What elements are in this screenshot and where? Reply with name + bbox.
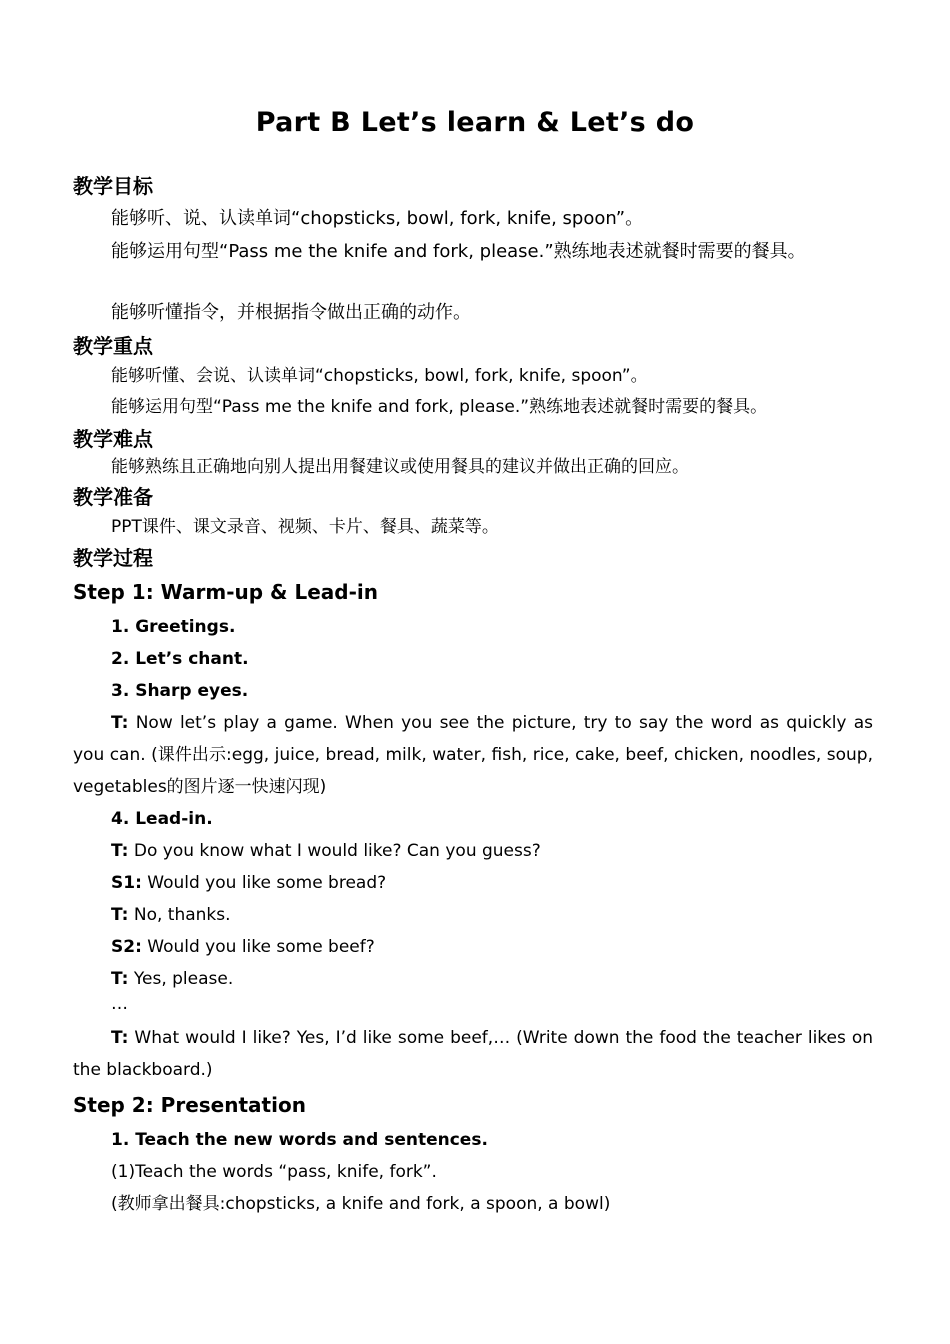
step1-title: Step 1: Warm-up & Lead-in — [73, 580, 378, 604]
speaker-label: T: — [111, 969, 129, 989]
page-title: Part B Let’s learn & Let’s do — [255, 107, 695, 138]
dialogue-line-2 — [111, 870, 386, 896]
step1-chant: 2. Let’s chant. — [111, 649, 249, 669]
step1-greetings: 1. Greetings. — [111, 617, 236, 637]
speech-text: No, thanks. — [128, 905, 231, 925]
dialogue-line-4 — [111, 934, 375, 960]
speaker-label: S2: — [111, 937, 142, 957]
speaker-label: T: — [111, 841, 129, 861]
speaker-label: T: — [111, 1028, 129, 1048]
dialogue-line-3 — [111, 902, 231, 928]
key-point-2: 能够运用句型“Pass me the knife and fork, please.”熟练地表述就餐时需要的餐具。 — [111, 397, 768, 417]
preparation-heading: 教学准备 — [73, 485, 153, 509]
dialogue-line-1 — [111, 838, 541, 864]
process-heading: 教学过程 — [73, 546, 153, 570]
step1-lead-in: 4. Lead-in. — [111, 809, 213, 829]
key-point-1: 能够听懂、会说、认读单词“chopsticks, bowl, fork, knife, spoon”。 — [111, 366, 648, 386]
step2-tableware: (教师拿出餐具:chopsticks, a knife and fork, a spoon, a bowl) — [111, 1194, 611, 1214]
dialogue-line-5 — [111, 966, 233, 992]
objective-2: 能够运用句型“Pass me the knife and fork, please.”熟练地表述就餐时需要的餐具。 — [111, 241, 806, 262]
difficulties-heading: 教学难点 — [73, 427, 153, 451]
speaker-label: S1: — [111, 873, 142, 893]
ellipsis: … — [111, 994, 128, 1014]
difficulty-1: 能够熟练且正确地向别人提出用餐建议或使用餐具的建议并做出正确的回应。 — [111, 457, 689, 477]
speech-text: What would I like? Yes, I’d like some beef,… (Write down the food the teacher likes on the blackboard.) — [73, 1028, 873, 1080]
speaker-label: T: — [111, 905, 129, 925]
step2-words: (1)Teach the words “pass, knife, fork”. — [111, 1162, 437, 1182]
speech-text: Would you like some beef? — [141, 937, 375, 957]
speech-text: Yes, please. — [128, 969, 234, 989]
speech-text: Do you know what I would like? Can you guess? — [128, 841, 541, 861]
key-points-heading: 教学重点 — [73, 334, 153, 358]
speech-text: Would you like some bread? — [141, 873, 387, 893]
objective-1: 能够听、说、认读单词“chopsticks, bowl, fork, knife, spoon”。 — [111, 208, 644, 229]
speech-text: Now let’s play a game. When you see the picture, try to say the word as quickly as you can. (课件出示:egg, juice, bread, milk, water, fish, rice, cake, beef, chicken, noodles, soup, vegetables的图片逐一快速闪现) — [73, 713, 873, 797]
step2-title: Step 2: Presentation — [73, 1093, 306, 1117]
speaker-label: T: — [111, 713, 129, 733]
objectives-heading: 教学目标 — [73, 174, 153, 198]
step1-game-paragraph — [73, 707, 873, 803]
step2-teach: 1. Teach the new words and sentences. — [111, 1130, 488, 1150]
objective-3: 能够听懂指令，并根据指令做出正确的动作。 — [111, 302, 471, 323]
step1-closing-paragraph — [73, 1022, 873, 1086]
step1-sharp-eyes: 3. Sharp eyes. — [111, 681, 249, 701]
preparation-1: PPT课件、课文录音、视频、卡片、餐具、蔬菜等。 — [111, 517, 499, 537]
